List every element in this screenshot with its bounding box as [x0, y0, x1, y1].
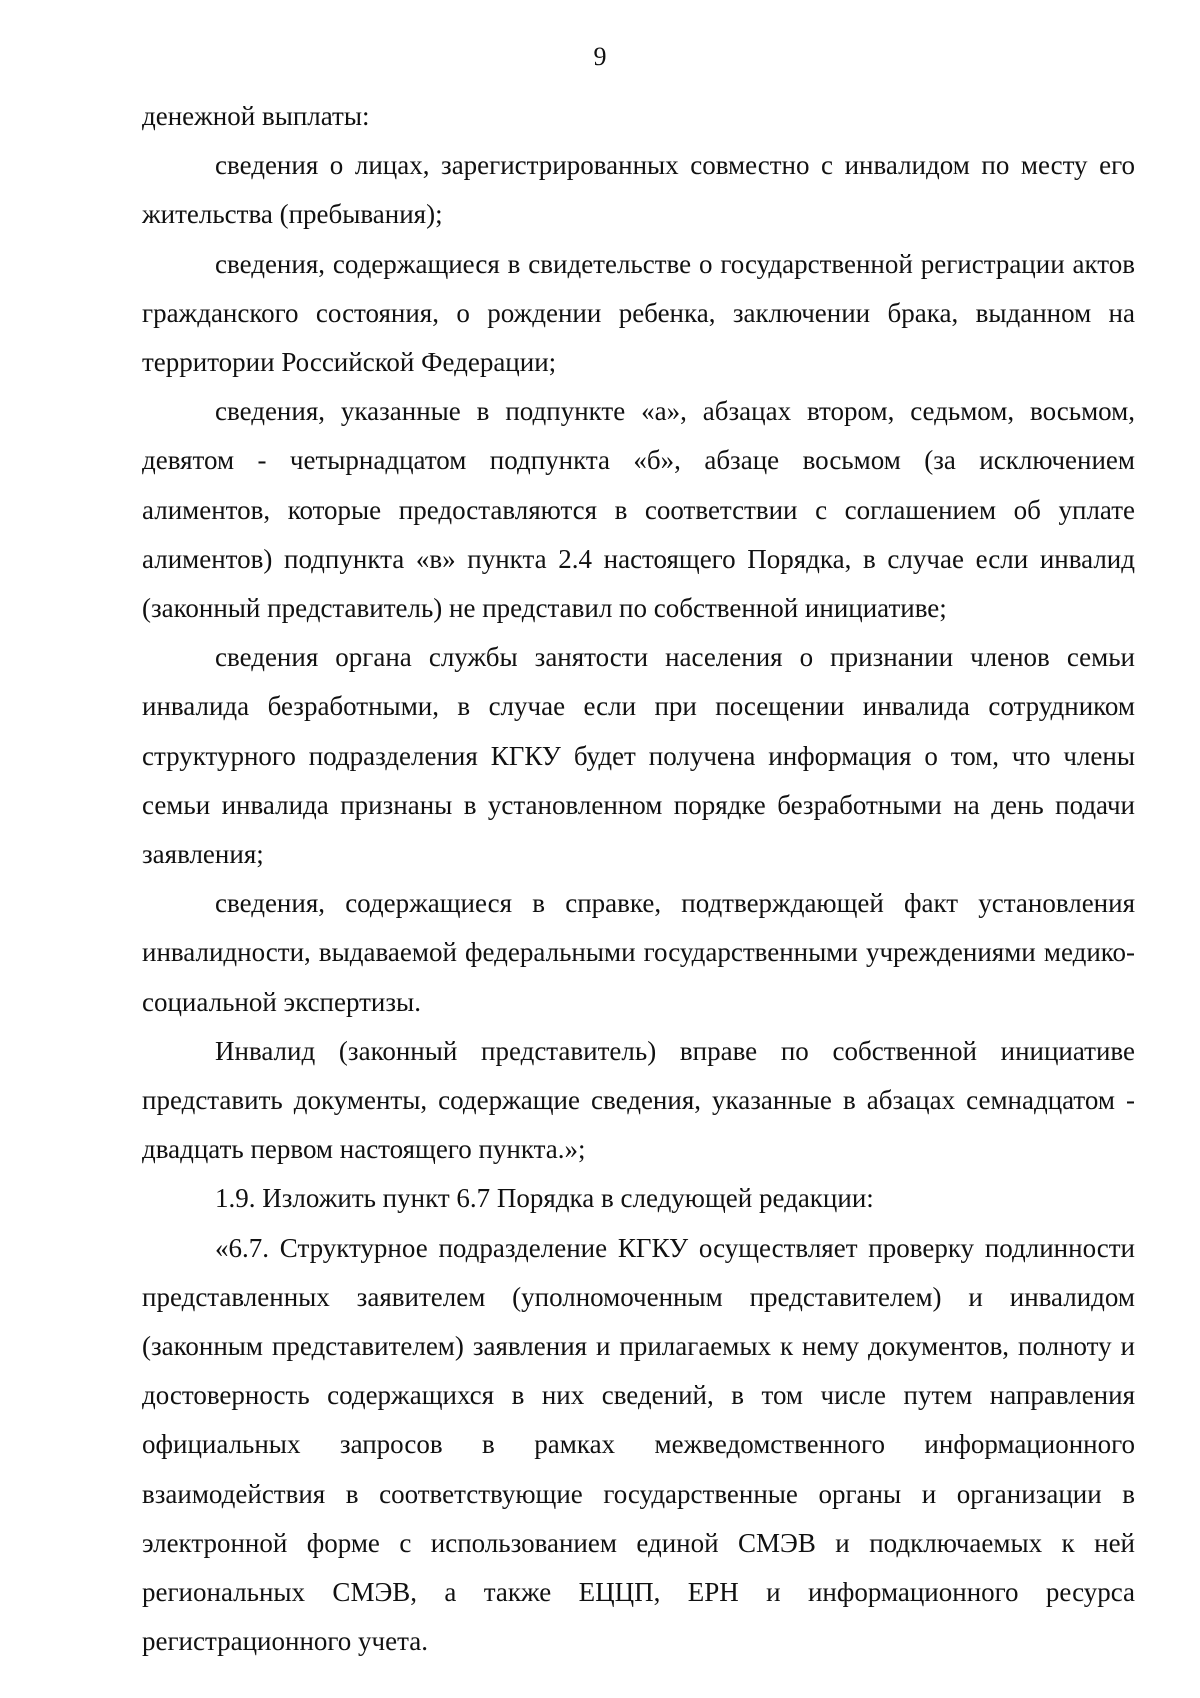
paragraph-residents-info: сведения о лицах, зарегистрированных совместно с инвалидом по месту его жительства (пребывания); — [142, 150, 1135, 230]
paragraph-civil-registry-info: сведения, содержащиеся в свидетельстве о государственной регистрации актов гражданского состояния, о рождении ребенка, заключении брака, выданном на территории Российской Федерации; — [142, 248, 1135, 378]
paragraph-continuation: денежной выплаты: — [142, 101, 370, 131]
paragraph-subclause-info: сведения, указанные в подпункте «а», абзацах втором, седьмом, восьмом, девятом - четырнадцатом подпункта «б», абзаце восьмом (за исключением алиментов, которые предоставляются в соответствии с соглашением об уплате алиментов) подпункта «в» пункта 2.4 настоящего Порядка, в случае если инвалид (законный представитель) не представил по собственной инициативе; — [142, 396, 1135, 624]
paragraph-item-1-9: 1.9. Изложить пункт 6.7 Порядка в следующей редакции: — [215, 1183, 874, 1214]
paragraph-item-6-7: «6.7. Структурное подразделение КГКУ осуществляет проверку подлинности представленных заявителем (уполномоченным представителем) и инвалидом (законным представителем) заявления и прилагаемых к нему документов, полноту и достоверность содержащихся в них сведений, в том числе путем направления официальных запросов в рамках межведомственного информационного взаимодействия в соответствующие государственные органы и организации в электронной форме с использованием единой СМЭВ и подключаемых к ней региональных СМЭВ, а также ЕЦЦП, ЕРН и информационного ресурса регистрационного учета. — [142, 1232, 1135, 1657]
paragraph-disability-certificate-info: сведения, содержащиеся в справке, подтверждающей факт установления инвалидности, выдаваемой федеральными государственными учреждениями медико-социальной экспертизы. — [142, 888, 1135, 1017]
page-number: 9 — [593, 42, 607, 71]
document-body — [142, 92, 1135, 1667]
paragraph-employment-service-info: сведения органа службы занятости населения о признании членов семьи инвалида безработными, в случае если при посещении инвалида сотрудником структурного подразделения КГКУ будет получена информация о том, что члены семьи инвалида признаны в установленном порядке безработными на день подачи заявления; — [142, 642, 1135, 870]
paragraph-own-initiative: Инвалид (законный представитель) вправе по собственной инициативе представить документы, содержащие сведения, указанные в абзацах семнадцатом - двадцать первом настоящего пункта.»; — [142, 1035, 1135, 1165]
